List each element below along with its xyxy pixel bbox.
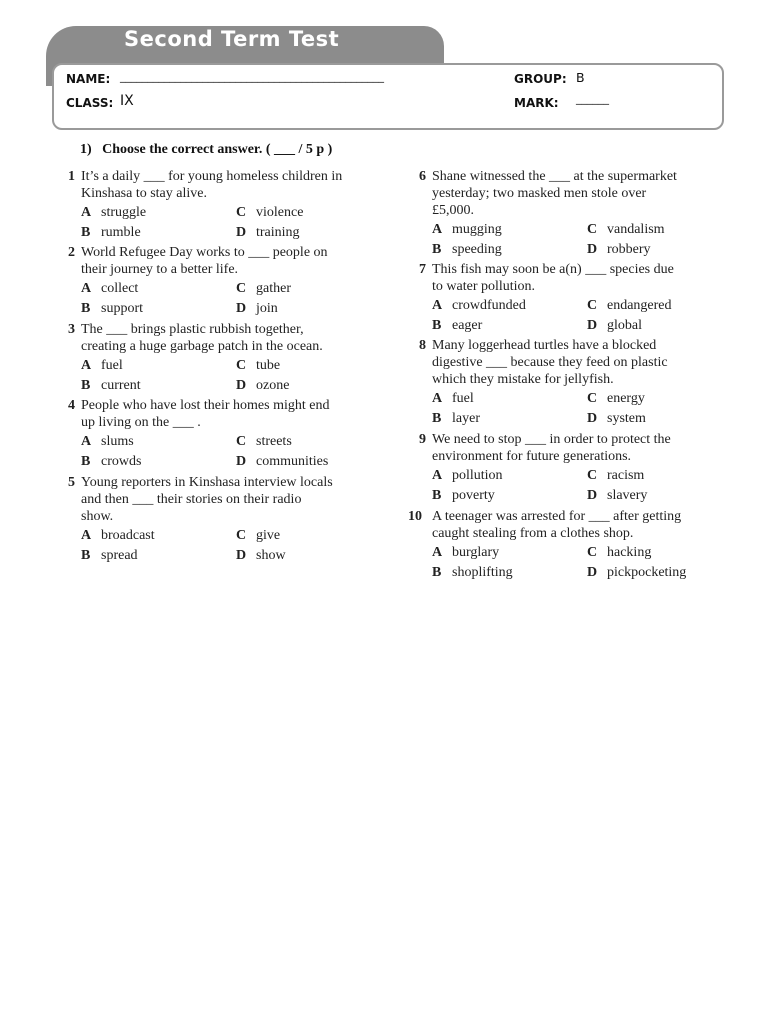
option-b[interactable] — [81, 300, 143, 317]
option-text: layer — [452, 410, 480, 426]
option-c[interactable] — [587, 467, 644, 484]
question-text-line: Many loggerhead turtles have a blocked — [432, 338, 657, 353]
option-a[interactable] — [81, 357, 123, 374]
option-text: mugging — [452, 222, 502, 237]
question-number: 7 — [419, 262, 426, 277]
option-letter: A — [81, 528, 92, 543]
option-a[interactable] — [81, 280, 138, 297]
question-text-line: to water pollution. — [432, 279, 536, 294]
option-text: endangered — [607, 298, 672, 313]
option-text: slums — [101, 434, 134, 449]
option-b[interactable] — [432, 564, 513, 581]
mark-label: MARK: — [514, 96, 559, 110]
option-d[interactable] — [587, 410, 646, 427]
question-text-line: environment for future generations. — [432, 449, 632, 464]
option-letter: A — [81, 434, 92, 449]
option-text: racism — [607, 468, 645, 483]
mark-field[interactable]: ______ — [576, 92, 609, 105]
option-letter: C — [236, 434, 247, 449]
option-letter: C — [587, 391, 598, 406]
option-b[interactable] — [81, 377, 141, 394]
option-text: gather — [256, 281, 291, 296]
option-letter: A — [81, 358, 92, 373]
option-a[interactable] — [81, 204, 146, 221]
option-text: broadcast — [101, 528, 155, 543]
option-c[interactable] — [587, 297, 672, 314]
option-letter: C — [587, 222, 598, 237]
question-number: 2 — [68, 245, 75, 260]
option-text: ozone — [256, 377, 290, 393]
question-number: 5 — [68, 475, 75, 490]
option-a[interactable] — [81, 433, 134, 450]
question-text-line: It’s a daily ___ for young homeless children in — [81, 169, 343, 184]
option-b[interactable] — [432, 487, 495, 504]
question-text-line: creating a huge garbage patch in the ocean. — [81, 339, 323, 354]
question-text-line: digestive ___ because they feed on plastic — [432, 355, 668, 370]
option-text: fuel — [452, 391, 474, 406]
option-text: hacking — [607, 545, 652, 560]
question-text-line: caught stealing from a clothes shop. — [432, 526, 634, 541]
question-text-line: up living on the ___ . — [81, 415, 201, 430]
option-d[interactable] — [236, 547, 286, 564]
option-text: crowdfunded — [452, 298, 526, 313]
question-text-line: This fish may soon be a(n) ___ species due — [432, 262, 674, 277]
option-letter: D — [236, 224, 247, 240]
option-c[interactable] — [587, 544, 651, 561]
option-letter: D — [236, 300, 247, 316]
option-text: join — [256, 300, 278, 316]
option-b[interactable] — [432, 410, 480, 427]
question-number: 3 — [68, 322, 75, 337]
option-d[interactable] — [236, 224, 300, 241]
option-letter: B — [81, 453, 91, 469]
option-text: pickpocketing — [607, 564, 687, 580]
option-text: streets — [256, 434, 292, 449]
option-text: speeding — [452, 241, 502, 257]
question-number: 10 — [408, 509, 422, 524]
option-text: burglary — [452, 545, 500, 560]
option-a[interactable] — [81, 527, 155, 544]
group-value: B — [576, 70, 585, 85]
option-letter: D — [236, 547, 247, 563]
option-letter: C — [236, 281, 247, 296]
option-letter: B — [432, 241, 442, 257]
question-text-line: Kinshasa to stay alive. — [81, 186, 207, 201]
question-text-line: their journey to a better life. — [81, 262, 239, 277]
option-letter: B — [432, 487, 442, 503]
question-text-line: The ___ brings plastic rubbish together, — [81, 322, 304, 337]
option-letter: D — [236, 453, 247, 469]
option-letter: C — [587, 298, 598, 313]
option-text: current — [101, 377, 141, 393]
option-b[interactable] — [432, 241, 502, 258]
option-d[interactable] — [587, 241, 651, 258]
option-letter: D — [587, 241, 598, 257]
option-text: show — [256, 547, 286, 563]
option-d[interactable] — [236, 453, 328, 470]
option-letter: C — [587, 468, 598, 483]
option-c[interactable] — [236, 357, 280, 374]
option-b[interactable] — [432, 317, 482, 334]
option-letter: C — [587, 545, 598, 560]
option-letter: B — [81, 300, 91, 316]
option-letter: D — [587, 564, 598, 580]
option-c[interactable] — [236, 280, 291, 297]
option-text: global — [607, 317, 642, 333]
option-text: spread — [101, 547, 138, 563]
name-label: NAME: — [66, 72, 111, 86]
question-text-line: and then ___ their stories on their radio — [81, 492, 302, 507]
option-letter: B — [432, 317, 442, 333]
option-letter: D — [236, 377, 247, 393]
option-b[interactable] — [81, 453, 141, 470]
option-letter: D — [587, 317, 598, 333]
option-d[interactable] — [587, 564, 686, 581]
option-letter: A — [432, 545, 443, 560]
option-c[interactable] — [236, 433, 292, 450]
option-letter: A — [432, 391, 443, 406]
option-letter: C — [236, 528, 247, 543]
option-text: struggle — [101, 205, 147, 220]
question-text-line: yesterday; two masked men stole over — [432, 186, 647, 201]
option-b[interactable] — [81, 547, 138, 564]
question-text-line: We need to stop ___ in order to protect the — [432, 432, 671, 447]
question-text-line: People who have lost their homes might end — [81, 398, 330, 413]
section-heading: 1) Choose the correct answer. ( ___ / 5 p ) — [80, 142, 333, 157]
option-d[interactable] — [587, 487, 647, 504]
option-text: fuel — [101, 358, 123, 373]
option-a[interactable] — [432, 544, 499, 561]
question-text-line: which they mistake for jellyfish. — [432, 372, 614, 387]
page-title: Second Term Test — [124, 27, 340, 51]
option-text: slavery — [607, 487, 648, 503]
question-text-line: World Refugee Day works to ___ people on — [81, 245, 328, 260]
option-text: pollution — [452, 468, 503, 483]
option-letter: A — [432, 222, 443, 237]
option-text: crowds — [101, 453, 142, 469]
option-a[interactable] — [432, 297, 526, 314]
option-d[interactable] — [236, 377, 289, 394]
option-c[interactable] — [587, 390, 645, 407]
question-text-line: £5,000. — [432, 203, 474, 218]
question-text-line: show. — [81, 509, 114, 524]
option-letter: D — [587, 410, 598, 426]
option-letter: B — [81, 377, 91, 393]
option-letter: A — [432, 298, 443, 313]
option-text: shoplifting — [452, 564, 513, 580]
option-a[interactable] — [432, 467, 503, 484]
option-letter: A — [432, 468, 443, 483]
option-letter: C — [236, 205, 247, 220]
question-text-line: Shane witnessed the ___ at the supermarket — [432, 169, 677, 184]
option-text: communities — [256, 453, 329, 469]
option-text: collect — [101, 281, 139, 296]
option-text: rumble — [101, 224, 141, 240]
option-text: robbery — [607, 241, 651, 257]
option-text: tube — [256, 358, 281, 373]
class-value: IX — [120, 93, 134, 109]
group-label: GROUP: — [514, 72, 567, 86]
option-letter: B — [432, 410, 442, 426]
question-text-line: A teenager was arrested for ___ after getting — [432, 509, 682, 524]
option-text: give — [256, 528, 281, 543]
option-d[interactable] — [587, 317, 642, 334]
option-letter: B — [432, 564, 442, 580]
option-letter: A — [81, 281, 92, 296]
question-number: 1 — [68, 169, 75, 184]
option-c[interactable] — [587, 221, 665, 238]
option-c[interactable] — [236, 204, 303, 221]
question-number: 6 — [419, 169, 426, 184]
option-text: vandalism — [607, 222, 665, 237]
option-text: training — [256, 224, 300, 240]
name-field[interactable]: ________________________________________________ — [120, 70, 384, 83]
option-text: poverty — [452, 487, 495, 503]
question-number: 9 — [419, 432, 426, 447]
option-a[interactable] — [432, 221, 502, 238]
option-text: support — [101, 300, 143, 316]
option-letter: D — [587, 487, 598, 503]
option-text: eager — [452, 317, 483, 333]
question-number: 4 — [68, 398, 75, 413]
question-text-line: Young reporters in Kinshasa interview locals — [81, 475, 333, 490]
option-letter: B — [81, 547, 91, 563]
class-label: CLASS: — [66, 96, 114, 110]
option-letter: A — [81, 205, 92, 220]
question-number: 8 — [419, 338, 426, 353]
option-d[interactable] — [236, 300, 278, 317]
option-a[interactable] — [432, 390, 474, 407]
option-text: energy — [607, 391, 645, 406]
option-text: violence — [256, 205, 304, 220]
option-c[interactable] — [236, 527, 280, 544]
option-letter: C — [236, 358, 247, 373]
option-b[interactable] — [81, 224, 141, 241]
option-text: system — [607, 410, 646, 426]
option-letter: B — [81, 224, 91, 240]
